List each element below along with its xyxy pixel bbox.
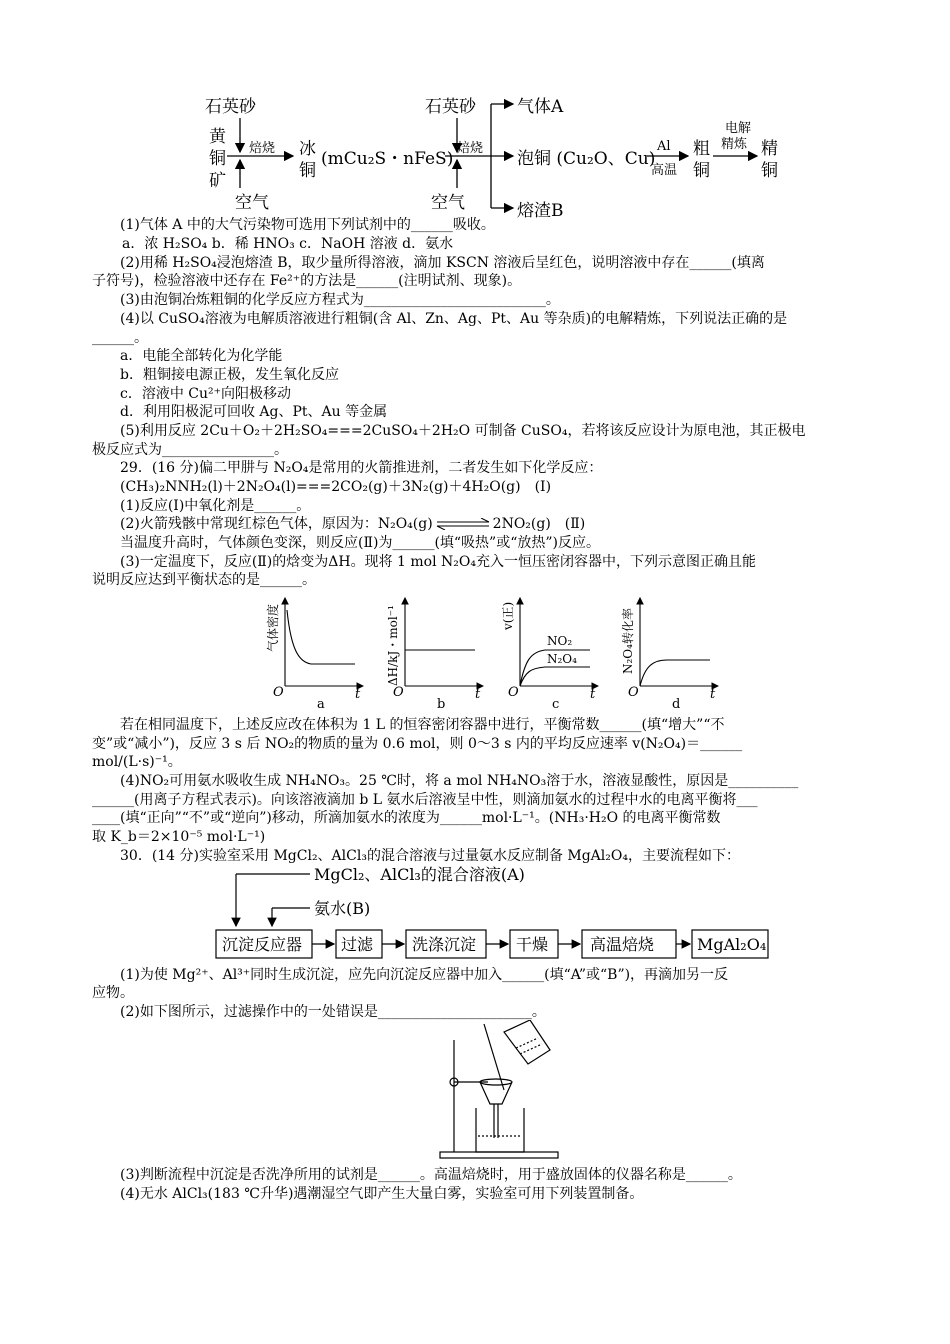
graph-d-t: t: [710, 687, 716, 702]
q29-graphs: [255, 590, 725, 712]
q28-part4-option-a: a．电能全部转化为化学能: [120, 348, 283, 364]
q28-part2-line2: 子符号)，检验溶液中还存在 Fe²⁺的方法是______(注明试剂、现象)。: [92, 273, 522, 289]
box-calcine-label: 高温焙烧: [590, 935, 655, 954]
q29-title: 29．(16 分)偏二甲肼与 N₂O₄是常用的火箭推进剂，二者发生如下化学反应：: [120, 460, 603, 476]
q30-part2: (2)如下图所示，过滤操作中的一处错误是______________________。: [120, 1004, 546, 1020]
q28-part1-options: a．浓 H₂SO₄ b．稀 HNO₃ c．NaOH 溶液 d．氨水: [122, 236, 454, 252]
refined-char-1: 精: [761, 139, 778, 159]
electrolysis-label: 电解: [725, 121, 752, 136]
ore-char-2: 铜: [209, 149, 226, 169]
q28-part4-option-b: b．粗铜接电源正极，发生氧化反应: [120, 367, 339, 383]
slag-b-label: 熔渣B: [517, 201, 564, 220]
box-product-label: MgAl₂O₄: [697, 935, 767, 954]
high-temp-label: 高温: [651, 163, 678, 178]
q29-part4-line4: 取 K_b＝2×10⁻⁵ mol·L⁻¹): [92, 829, 266, 845]
matte-formula: (mCu₂S・nFeS): [321, 149, 454, 169]
roast-label-2: 焙烧: [457, 141, 484, 156]
box-filter-label: 过滤: [341, 935, 374, 954]
equilibrium-arrow-icon: [435, 518, 491, 530]
q30-part3: (3)判断流程中沉淀是否洗净所用的试剂是______。高温焙烧时，用于盛放固体的仪器名称是______。: [120, 1167, 742, 1183]
ore-char-3: 矿: [209, 171, 226, 191]
box-dry-label: 干燥: [516, 935, 549, 954]
q29-part2-text: (2)火箭残骸中常现红棕色气体，原因为：N₂O₄(g): [120, 516, 433, 532]
box-wash-label: 洗涤沉淀: [412, 935, 477, 954]
solution-a-label: MgCl₂、AlCl₃的混合溶液(A): [314, 865, 525, 884]
air-label-1: 空气: [235, 193, 269, 213]
q29-part3-line1: (3)一定温度下，反应(Ⅱ)的焓变为ΔH。现将 1 mol N₂O₄充入一恒压密闭容器中，下列示意图正确且能: [120, 554, 756, 570]
q30-title: 30．(14 分)实验室采用 MgCl₂、AlCl₃的混合溶液与过量氨水反应制备 MgAl₂O₄，主要流程如下：: [120, 848, 740, 864]
filtration-apparatus-illustration: [432, 1020, 562, 1162]
refining-label: 精炼: [721, 137, 748, 152]
roast-label-1: 焙烧: [249, 141, 276, 156]
q30-part4: (4)无水 AlCl₃(183 ℃升华)遇潮湿空气即产生大量白雾，实验室可用下列装置制备。: [120, 1186, 644, 1202]
q28-part5-line1: (5)利用反应 2Cu＋O₂＋2H₂SO₄===2CuSO₄＋2H₂O 可制备 CuSO₄，若将该反应设计为原电池，其正极电: [120, 423, 806, 439]
graph-c-n2o4-label: N₂O₄: [547, 652, 577, 666]
q29-part3-line4: 变”或“减小”)，反应 3 s 后 NO₂的物质的量为 0.6 mol，则 0～3 s 内的平均反应速率 v(N₂O₄)＝______: [92, 736, 743, 752]
graph-b-t: t: [475, 687, 481, 702]
al-label: Al: [657, 139, 671, 154]
graph-b-origin: O: [393, 685, 404, 700]
graph-d-curve: [640, 660, 710, 686]
graph-c-letter: c: [552, 697, 560, 712]
graph-d-origin: O: [628, 685, 639, 700]
quartz-sand-label-2: 石英砂: [425, 97, 476, 117]
q29-part4-line2: ______(用离子方程式表示)。向该溶液滴加 b L 氨水后溶液呈中性，则滴加氨水的过程中水的电离平衡将___: [92, 792, 758, 808]
q28-part5-line2: 极反应式为________________。: [92, 442, 288, 458]
ammonia-b-label: 氨水(B): [314, 899, 371, 918]
q28-part4-line1: (4)以 CuSO₄溶液为电解质溶液进行粗铜(含 Al、Zn、Ag、Pt、Au 等杂质)的电解精炼，下列说法正确的是: [120, 311, 788, 327]
q29-part2-tail: 2NO₂(g) (Ⅱ): [492, 516, 586, 532]
air-label-2: 空气: [431, 193, 465, 213]
gas-a-label: 气体A: [517, 97, 564, 117]
graph-a-origin: O: [273, 685, 284, 700]
q30-part1-line1: (1)为使 Mg²⁺、Al³⁺同时生成沉淀，应先向沉淀反应器中加入______(填“A”或“B”)，再滴加另一反: [120, 967, 729, 983]
graph-a-curve: [287, 610, 355, 664]
q29-part2-line1: [120, 515, 585, 533]
graph-b-letter: b: [437, 697, 446, 712]
q29-part3-line3: 若在相同温度下，上述反应改在体积为 1 L 的恒容密闭容器中进行，平衡常数______(填“增大”“不: [120, 717, 725, 733]
graph-c-t: t: [590, 687, 596, 702]
matte-char-2: 铜: [299, 161, 316, 181]
q29-part3-line2: 说明反应达到平衡状态的是______。: [92, 572, 316, 588]
graph-a-letter: a: [317, 697, 325, 712]
q28-part2-line1: (2)用稀 H₂SO₄浸泡熔渣 B，取少量所得溶液，滴加 KSCN 溶液后呈红色，说明溶液中存在______(填离: [120, 255, 765, 271]
graph-d-ylabel: N₂O₄转化率: [621, 608, 635, 674]
graph-c-ylabel: v(正): [501, 601, 515, 630]
q29-part4-line3: ____(填“正向”“不”或“逆向”)移动，所滴加氨水的浓度为______mol·L⁻¹。(NH₃·H₂O 的电离平衡常数: [92, 810, 721, 826]
q29-equation-1: (CH₃)₂NNH₂(l)＋2N₂O₄(l)===2CO₂(g)＋3N₂(g)＋4H₂O(g) (Ⅰ): [120, 479, 552, 495]
graph-c-origin: O: [508, 685, 519, 700]
q28-part4-option-d: d．利用阳极泥可回收 Ag、Pt、Au 等金属: [120, 404, 388, 420]
refined-char-2: 铜: [761, 161, 778, 181]
graph-a-ylabel: 气体密度: [266, 603, 280, 652]
blister-copper-label: 泡铜 (Cu₂O、Cu): [517, 149, 656, 169]
matte-char-1: 冰: [299, 139, 316, 159]
q28-part4-line2: ______。: [92, 330, 148, 346]
q28-part3: (3)由泡铜冶炼粗铜的化学反应方程式为__________________________。: [120, 292, 560, 308]
copper-process-flow-diagram: [195, 92, 795, 220]
q29-part3-line5: mol/(L·s)⁻¹。: [92, 754, 182, 770]
crude-char-1: 粗: [693, 139, 710, 159]
crude-char-2: 铜: [693, 161, 710, 181]
q29-part4-line1: (4)NO₂可用氨水吸收生成 NH₄NO₃。25 ℃时，将 a mol NH₄NO₃溶于水，溶液显酸性，原因是__________: [120, 773, 799, 789]
q29-part2-line2: 当温度升高时，气体颜色变深，则反应(Ⅱ)为______(填“吸热”或“放热”)反应。: [120, 535, 600, 551]
mgal2o4-process-flow: [210, 862, 780, 966]
graph-b-ylabel: ΔH/kJ・mol⁻¹: [386, 605, 400, 686]
graph-c-no2-label: NO₂: [547, 634, 573, 648]
box-reactor-label: 沉淀反应器: [222, 935, 303, 954]
quartz-sand-label-1: 石英砂: [205, 97, 256, 117]
q30-part1-line2: 应物。: [92, 985, 134, 1001]
graph-a-t: t: [355, 687, 361, 702]
ore-char-1: 黄: [209, 127, 226, 147]
graph-d-letter: d: [672, 697, 681, 712]
q28-part1: (1)气体 A 中的大气污染物可选用下列试剂中的______吸收。: [120, 217, 495, 233]
q28-part4-option-c: c．溶液中 Cu²⁺向阳极移动: [120, 386, 292, 402]
q29-part1: (1)反应(Ⅰ)中氧化剂是______。: [120, 498, 311, 514]
graph-c-n2o4-curve: [520, 667, 590, 686]
